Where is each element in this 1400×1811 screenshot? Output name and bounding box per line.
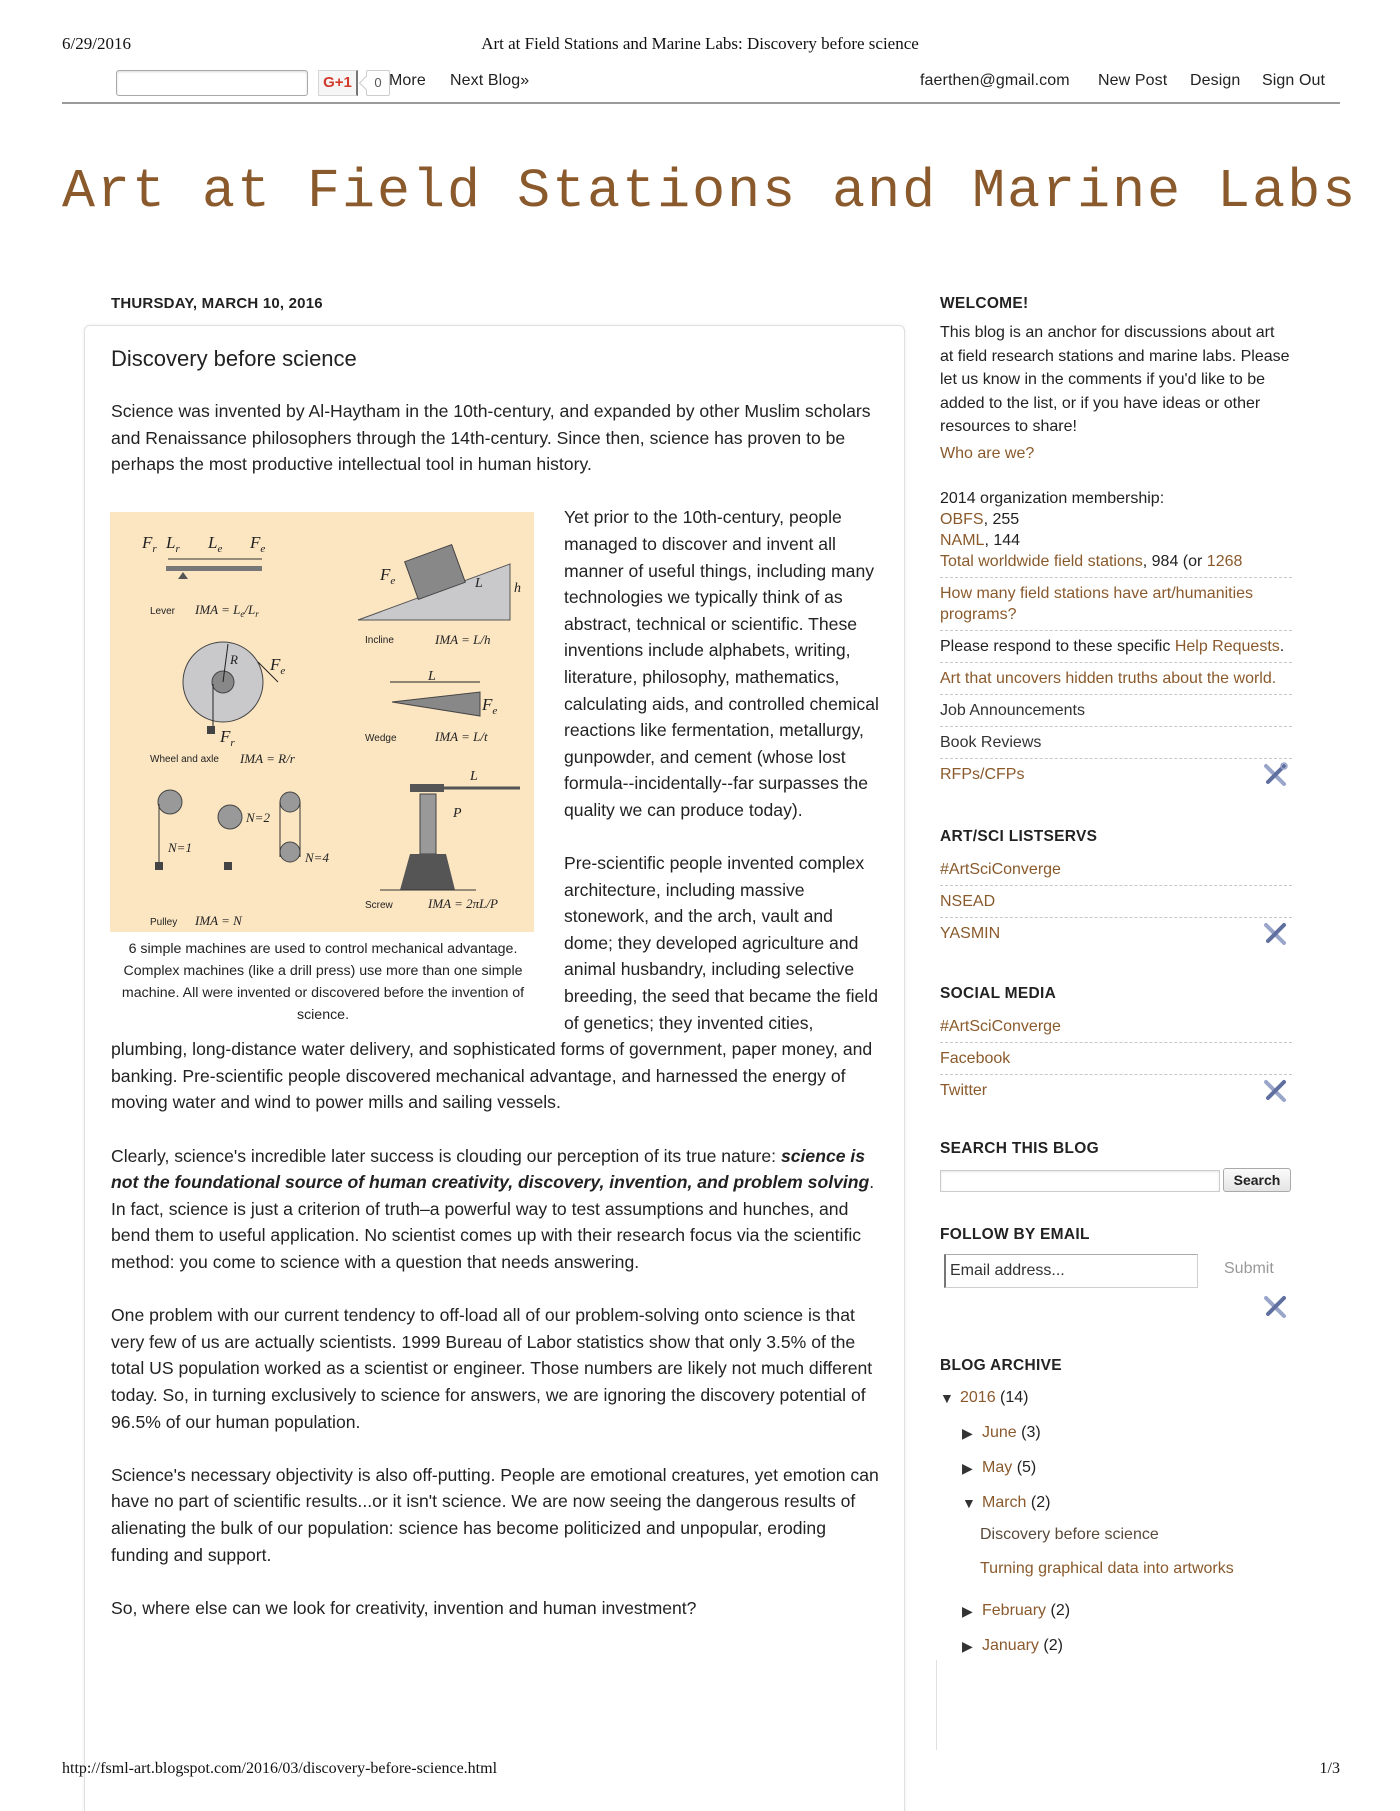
social-media-heading: SOCIAL MEDIA <box>940 984 1057 1002</box>
user-email-link[interactable]: faerthen@gmail.com <box>920 72 1070 89</box>
svg-text:Wedge: Wedge <box>365 733 397 745</box>
help-requests-link[interactable]: Help Requests <box>1174 637 1280 655</box>
svg-text:Lr: $L_r$ <box>166 533 180 556</box>
svg-text:Fe: $F_e$ <box>250 533 266 556</box>
print-header <box>0 34 1400 58</box>
screw-diagram <box>365 769 520 911</box>
obfs-link[interactable]: OBFS <box>940 510 984 528</box>
pages-list <box>940 578 1292 790</box>
listserv-yasmin-link[interactable]: YASMIN <box>940 924 1001 942</box>
post-intro: Science was invented by Al-Haytham in the 10th-century, and expanded by other Muslim scholars and Renaissance philosophers through the 14th-century. Since then, science has proven to be perhaps the most productive intellectual tool in human history. <box>111 401 871 475</box>
navbar-search-input[interactable] <box>116 70 308 96</box>
blogger-navbar <box>62 68 1340 104</box>
footer-page-number: 1/3 <box>1319 1760 1340 1777</box>
post-paragraph-5: Science's necessary objectivity is also off-putting. People are emotional creatures, yet emotion can have no part of scientific results...or it isn't science. We are now seeing the dangerous results of alienating the bulk of our population: science has become politicized and unpopular, eroding funding and support. <box>111 1464 879 1565</box>
archive-month-count: (2) <box>1050 1601 1071 1619</box>
expand-triangle-icon[interactable]: ▶ <box>962 1424 973 1441</box>
total-alt-link[interactable]: 1268 <box>1206 552 1243 570</box>
job-announcements-link[interactable]: Job Announcements <box>940 701 1085 719</box>
rfps-cfps-link[interactable]: RFPs/CFPs <box>940 765 1025 783</box>
svg-text:N=4: N=4 <box>305 850 329 866</box>
post-paragraph-4: One problem with our current tendency to off-load all of our problem-solving onto science is that very few of us are actually scientists. 1999 Bureau of Labor statistics show that only 3.5% of the total US population worked as a scientist or engineer. Those numbers are likely not much different today. So, in turning exclusively to science for answers, we are ignoring the discovery potential of 96.5% of our human population. <box>111 1305 873 1432</box>
post-paragraph-1: Yet prior to the 10th-century, people managed to discover and invent all manner of useful things, including many technologies we typically think of as abstract, technical or scientific. These inventions include alphabets, writing, literature, philosophy, mathematics, calculating aids, and controlled chemical reactions like fermentation, metallurgy, gunpowder, and cement (whose lost formula--incidentally--far surpasses the quality we can produce today). <box>564 507 879 820</box>
svg-text:IMA = 2πL/P: IMA = 2πL/P <box>428 896 498 912</box>
collapse-triangle-icon[interactable]: ▼ <box>940 1389 954 1406</box>
edit-widget-wrench-icon[interactable] <box>1262 1078 1290 1104</box>
svg-text:Fe: $F_e$ <box>482 695 498 718</box>
listserv-nsead-link[interactable]: NSEAD <box>940 892 996 910</box>
archive-month-count: (5) <box>1016 1458 1037 1476</box>
archive-month-march-link[interactable]: March <box>982 1493 1027 1511</box>
footer-url: http://fsml-art.blogspot.com/2016/03/discovery-before-science.html <box>62 1760 498 1777</box>
email-submit-button[interactable]: Submit <box>1224 1259 1274 1277</box>
archive-post-link[interactable]: Discovery before science <box>980 1525 1159 1543</box>
svg-text:IMA = R/r: IMA = R/r <box>240 751 295 767</box>
blog-archive-widget <box>940 1356 1292 1656</box>
expand-triangle-icon[interactable]: ▶ <box>962 1637 973 1654</box>
sign-out-link[interactable]: Sign Out <box>1262 72 1326 89</box>
post-body <box>111 398 881 1648</box>
follow-by-email-widget <box>940 1226 1292 1324</box>
wheel-axle-diagram <box>150 642 296 766</box>
svg-text:Fe: $F_e$ <box>270 655 286 678</box>
naml-link[interactable]: NAML <box>940 531 985 549</box>
total-field-stations-link[interactable]: Total worldwide field stations <box>940 552 1143 570</box>
post-date-header: THURSDAY, MARCH 10, 2016 <box>111 295 323 312</box>
archive-month-may-link[interactable]: May <box>982 1458 1013 1476</box>
svg-text:Fe: $F_e$ <box>380 565 396 588</box>
welcome-widget <box>940 295 1292 790</box>
archive-month-count: (2) <box>1043 1636 1063 1654</box>
svg-text:Wheel and axle: Wheel and axle <box>150 754 219 766</box>
archive-month-count: (2) <box>1030 1493 1051 1511</box>
svg-text:Fr: $F_r$ <box>220 727 235 750</box>
archive-month-january-link[interactable]: January <box>982 1636 1039 1654</box>
help-requests-prefix: Please respond to these specific <box>940 637 1175 655</box>
post-paragraph-3 <box>111 1143 881 1276</box>
google-plus-count: 0 <box>366 70 390 96</box>
who-are-we-link[interactable]: Who are we? <box>940 444 1035 462</box>
blog-search-input[interactable] <box>940 1170 1220 1192</box>
social-twitter-link[interactable]: Twitter <box>940 1081 988 1099</box>
naml-count: , 144 <box>984 531 1021 549</box>
welcome-text: This blog is an anchor for discussions about art at field research stations and marine labs. Please let us know in the comments if you'd like to be added to the list, or if you have ideas or other resources to share! <box>940 324 1290 436</box>
post-paragraph-2: Pre-scientific people invented complex architecture, including massive stonework, and the arch, vault and dome; they developed agriculture and animal husbandry, including selective breeding, the seed that became the field of genetics; they invented cities, plumbing, long-distance water delivery, and sophisticated forms of government, paper money, and banking. Pre-scientific people discovered mechanical advantage, and harnessed the energy of moving water and wind to power mills and sailing vessels. <box>111 853 878 1113</box>
help-requests-suffix: . <box>1279 637 1285 655</box>
sidebar <box>940 295 1292 1656</box>
figure-caption: 6 simple machines are used to control mechanical advantage. Complex machines (like a drill press) use more than one simple machine. All were invented or discovered before the invention of science. <box>121 941 525 1024</box>
svg-text:L: L <box>475 576 483 592</box>
art-humanities-programs-link[interactable]: How many field stations have art/humanities programs? <box>940 584 1254 623</box>
listserv-artsciconverge-link[interactable]: #ArtSciConverge <box>940 860 1061 878</box>
svg-text:R: R <box>230 652 238 668</box>
svg-text:Screw: Screw <box>365 900 393 912</box>
svg-text:Le: $L_e$ <box>208 533 223 556</box>
design-link[interactable]: Design <box>1190 72 1241 89</box>
archive-year-2016-link[interactable]: 2016 <box>960 1388 996 1406</box>
expand-triangle-icon[interactable]: ▶ <box>962 1459 973 1476</box>
sidebar-divider <box>936 1660 937 1750</box>
svg-text:IMA = N: IMA = N <box>195 913 242 929</box>
membership-label: 2014 organization membership: <box>940 489 1165 507</box>
svg-text:Incline: Incline <box>365 635 394 647</box>
next-blog-link[interactable]: Next Blog» <box>450 72 530 89</box>
obfs-count: , 255 <box>983 510 1020 528</box>
svg-text:N=1: N=1 <box>168 840 192 856</box>
para-3-end: . In fact, science is just a criterion of truth–a powerful way to test assumptions and hunches, and bend them to useful application. No scientist comes up with their research focus via the scientific method: you come to science with a question that needs answering. <box>111 1172 875 1272</box>
simple-machines-diagram[interactable] <box>110 512 534 932</box>
pulley-diagram <box>150 790 329 928</box>
post-title: Discovery before science <box>111 346 357 371</box>
search-heading: SEARCH THIS BLOG <box>940 1139 1099 1157</box>
social-media-widget <box>940 985 1292 1106</box>
blog-title[interactable]: Art at Field Stations and Marine Labs <box>62 160 1358 223</box>
blog-search-button[interactable]: Search <box>1223 1168 1291 1192</box>
edit-widget-wrench-icon[interactable] <box>1262 762 1290 788</box>
email-address-input[interactable] <box>944 1254 1198 1288</box>
svg-text:Fr: $F_r$ <box>142 533 157 556</box>
hidden-truths-link[interactable]: Art that uncovers hidden truths about the world. <box>940 669 1277 687</box>
total-count: , 984 (or <box>1142 552 1207 570</box>
edit-widget-wrench-icon[interactable] <box>1262 1294 1290 1320</box>
svg-text:Lever: Lever <box>150 606 176 618</box>
book-reviews-link[interactable]: Book Reviews <box>940 733 1042 751</box>
search-widget <box>940 1140 1292 1196</box>
print-title: Art at Field Stations and Marine Labs: Discovery before science <box>481 34 919 53</box>
social-artsciconverge-link[interactable]: #ArtSciConverge <box>940 1017 1061 1035</box>
welcome-heading: WELCOME! <box>940 295 1029 312</box>
listservs-widget <box>940 828 1292 949</box>
archive-post-link[interactable]: Turning graphical data into artworks <box>980 1559 1234 1577</box>
collapse-triangle-icon[interactable]: ▼ <box>962 1494 976 1511</box>
archive-month-count: (3) <box>1021 1423 1041 1441</box>
archive-month-june-link[interactable]: June <box>982 1423 1017 1441</box>
svg-text:IMA = L/h: IMA = L/h <box>435 632 491 648</box>
archive-year-count: (14) <box>1000 1388 1029 1406</box>
svg-text:h: h <box>514 581 521 597</box>
svg-text:L: L <box>428 669 436 685</box>
edit-widget-wrench-icon[interactable] <box>1262 921 1290 947</box>
svg-text:N=2: N=2 <box>246 810 270 826</box>
svg-text:P: P <box>453 806 462 822</box>
social-facebook-link[interactable]: Facebook <box>940 1049 1011 1067</box>
listservs-heading: ART/SCI LISTSERVS <box>940 827 1098 845</box>
para-3-start: Clearly, science's incredible later success is clouding our perception of its true nature: <box>111 1145 781 1166</box>
para-3-emphasis: science is not the foundational source of human creativity, discovery, invention, and problem solving <box>111 1145 870 1193</box>
archive-heading: BLOG ARCHIVE <box>940 1356 1062 1374</box>
print-date: 6/29/2016 <box>62 34 131 53</box>
svg-text:L: L <box>470 769 478 785</box>
follow-heading: FOLLOW BY EMAIL <box>940 1225 1090 1243</box>
more-link[interactable]: More <box>389 72 426 89</box>
post-paragraph-6: So, where else can we look for creativity, invention and human investment? <box>111 1597 697 1618</box>
wedge-diagram <box>365 669 497 744</box>
new-post-link[interactable]: New Post <box>1098 72 1168 89</box>
simple-machines-figure <box>110 512 536 1026</box>
svg-text:IMA = Le/Lr: IMA = $L_e/L_r$ <box>195 602 259 620</box>
svg-text:Pulley: Pulley <box>150 917 178 929</box>
archive-month-february-link[interactable]: February <box>982 1601 1047 1619</box>
lever-diagram <box>141 533 265 619</box>
incline-diagram <box>358 545 521 647</box>
google-plus-one-button[interactable]: G+1 <box>318 70 358 96</box>
svg-text:IMA = L/t: IMA = L/t <box>435 729 488 745</box>
expand-triangle-icon[interactable]: ▶ <box>962 1602 973 1619</box>
